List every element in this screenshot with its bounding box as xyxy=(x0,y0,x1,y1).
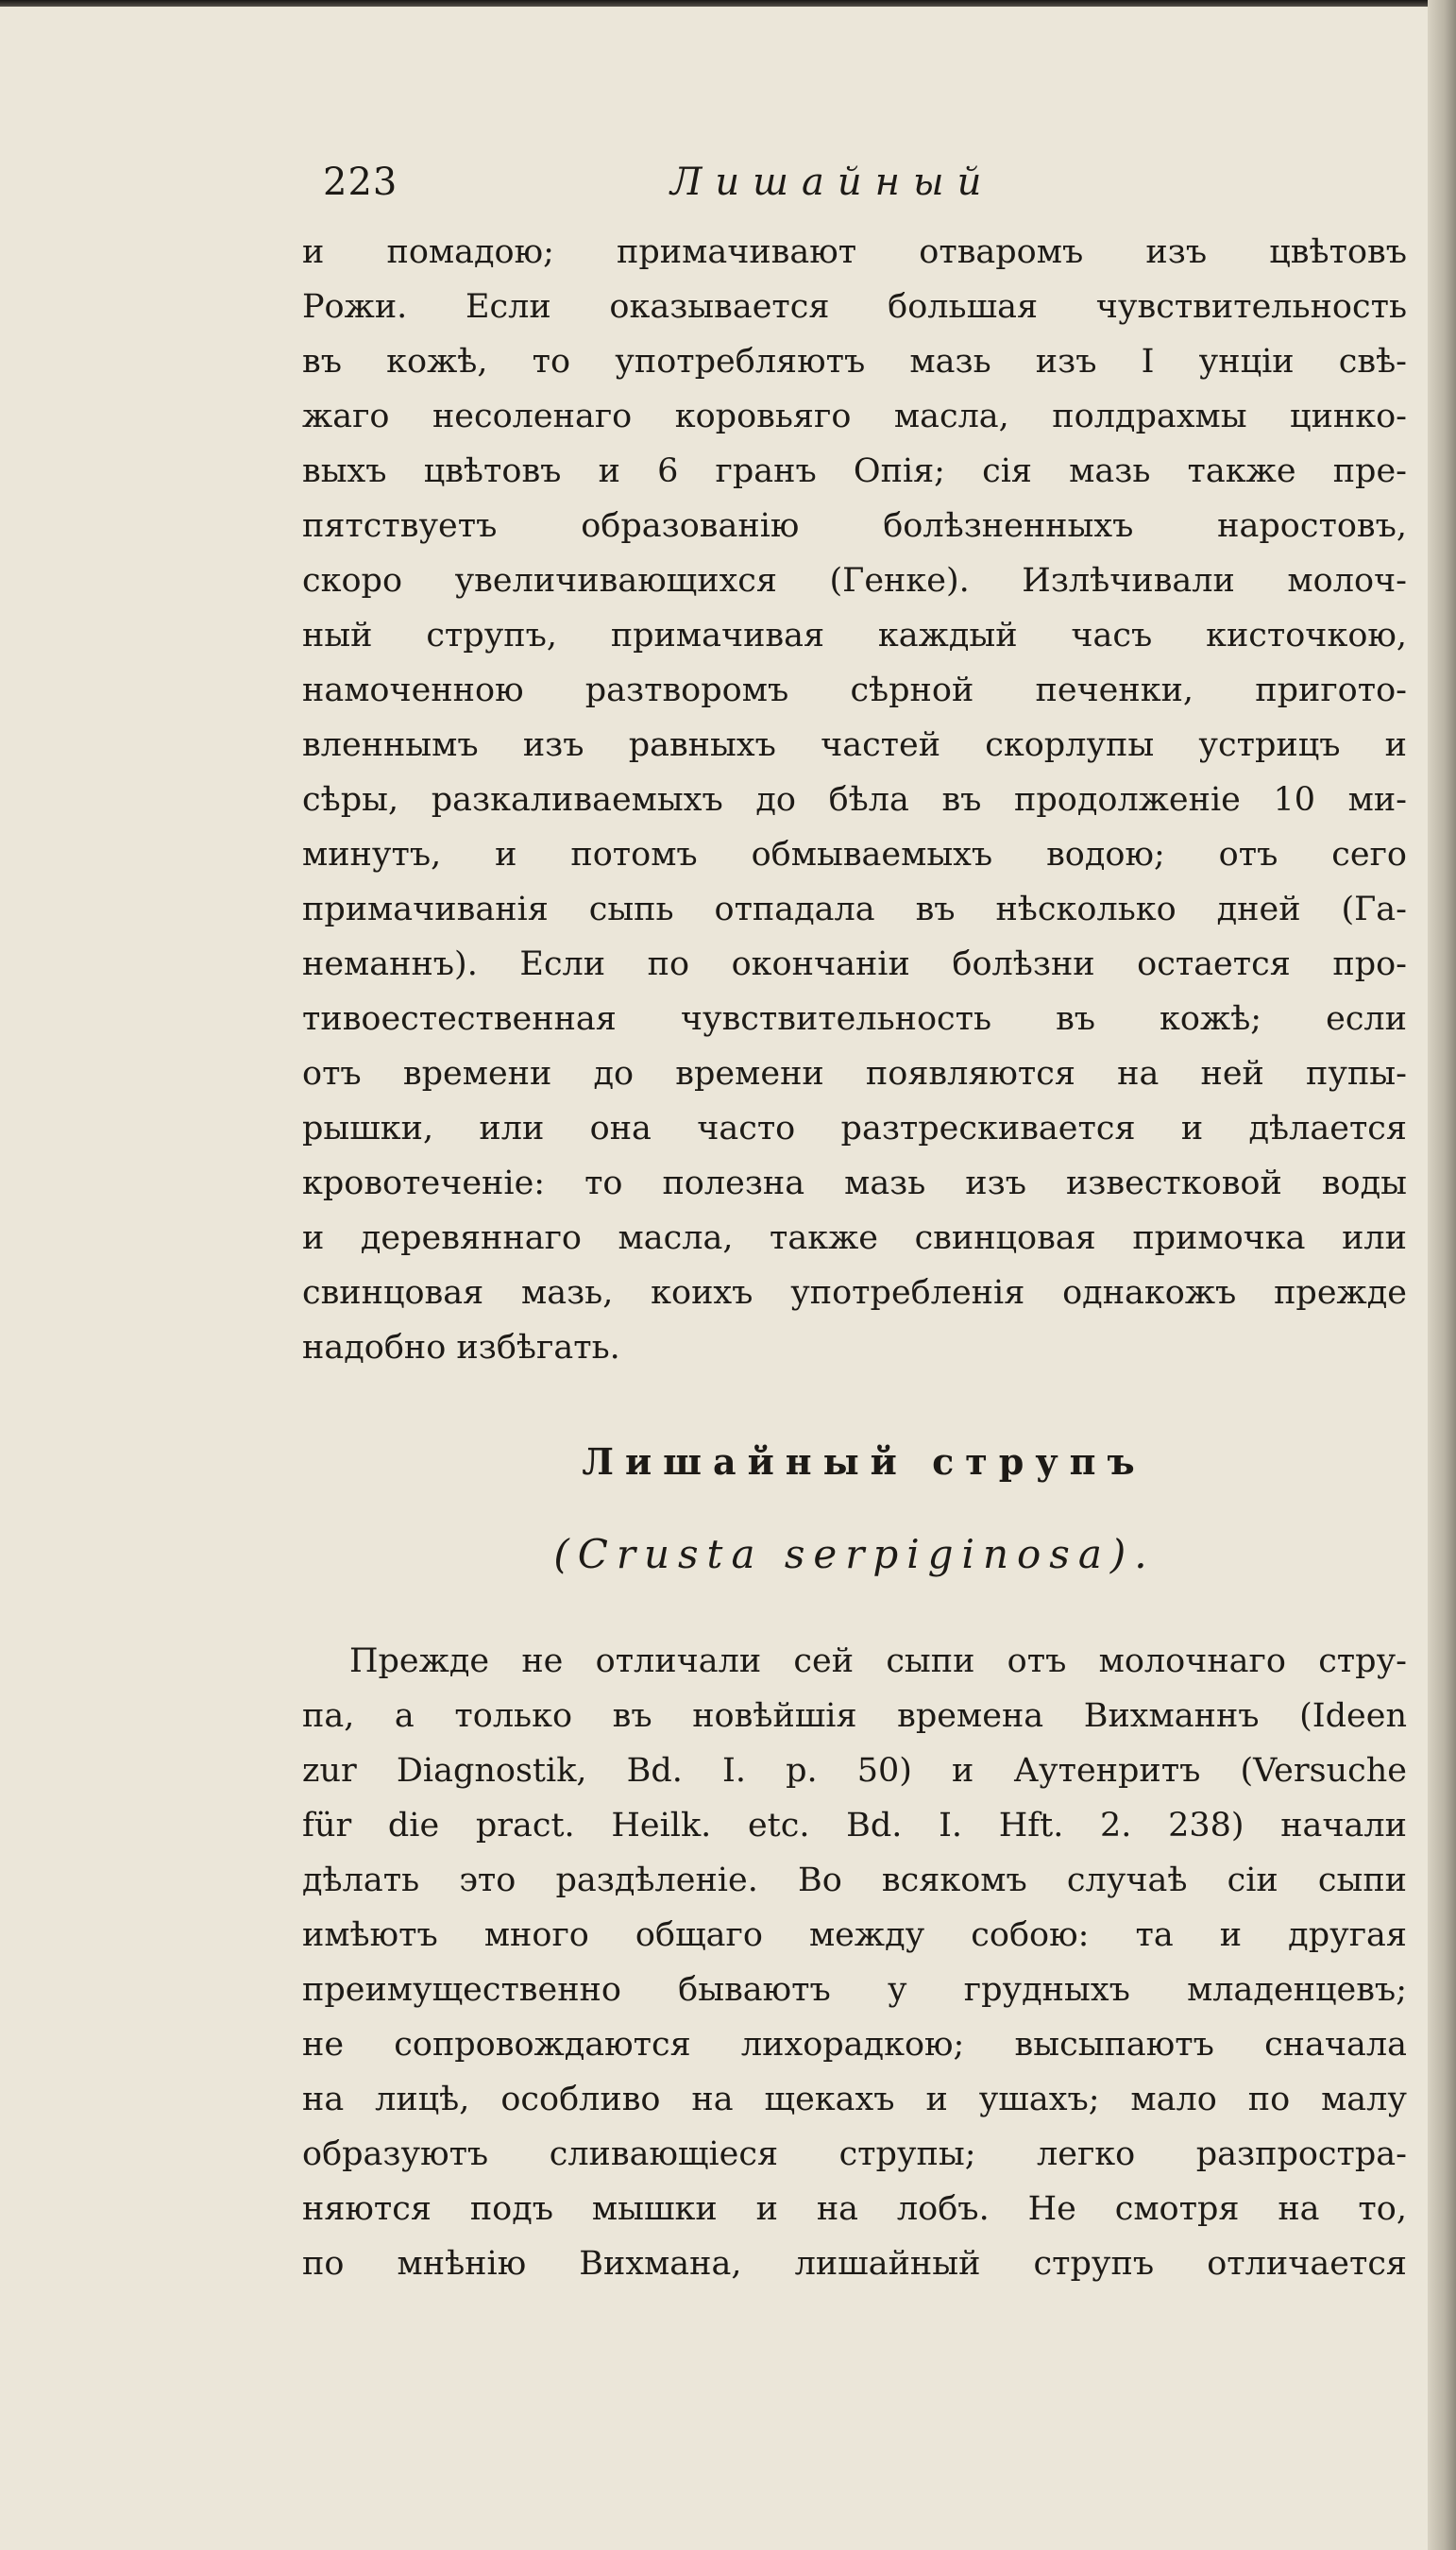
text-line: сѣры, разкаливаемыхъ до бѣла въ продолженіе 10 ми- xyxy=(302,781,1407,819)
text-line: и помадою; примачивают отваромъ изъ цвѣтовъ xyxy=(302,233,1407,271)
running-title: Лишайный xyxy=(670,161,995,204)
paragraph-1 xyxy=(302,225,1407,1375)
text-line: въ кожѣ, то употребляютъ мазь изъ I унціи свѣ- xyxy=(302,343,1407,381)
text-line: преимущественно бываютъ у грудныхъ младенцевъ; xyxy=(302,1971,1407,2009)
text-line: не сопровождаются лихорадкою; высыпаютъ сначала xyxy=(302,2026,1407,2064)
text-line: па, а только въ новѣйшія времена Вихманнъ (Ideen xyxy=(302,1697,1407,1735)
text-line: и деревяннаго масла, также свинцовая примочка или xyxy=(302,1219,1407,1257)
text-line: жаго несоленаго коровьяго масла, полдрахмы цинко- xyxy=(302,398,1407,435)
text-line: рышки, или она часто разтрескивается и дѣлается xyxy=(302,1110,1407,1148)
text-line: дѣлать это раздѣленіе. Во всякомъ случаѣ сіи сыпи xyxy=(302,1862,1407,1899)
text-line: намоченною разтворомъ сѣрной печенки, пригото- xyxy=(302,672,1407,709)
text-line: ный струпъ, примачивая каждый часъ кисточкою, xyxy=(302,617,1407,654)
text-line: образуютъ сливающіеся струпы; легко разпростра- xyxy=(302,2135,1407,2173)
book-page xyxy=(302,161,1407,2291)
text-line: неманнъ). Если по окончаніи болѣзни остается про- xyxy=(302,945,1407,983)
scan-right-edge xyxy=(1428,0,1456,2550)
section-subtitle: (Crusta serpiginosa). xyxy=(553,1531,1156,1577)
text-line: имѣютъ много общаго между собою: та и другая xyxy=(302,1916,1407,1954)
text-line: няются подъ мышки и на лобъ. Не смотря на то, xyxy=(302,2190,1407,2228)
running-head xyxy=(302,161,1407,217)
text-line: скоро увеличивающихся (Генке). Излѣчивали молоч- xyxy=(302,562,1407,600)
text-line: Рожи. Если оказывается большая чувствительность xyxy=(302,288,1407,326)
paragraph-2 xyxy=(302,1634,1407,2291)
text-line: тивоестественная чувствительность въ кожѣ; если xyxy=(302,1000,1407,1038)
text-line: свинцовая мазь, коихъ употребленія однакожъ прежде xyxy=(302,1274,1407,1312)
scan-top-edge xyxy=(0,0,1456,7)
text-line: отъ времени до времени появляются на ней пупы- xyxy=(302,1055,1407,1093)
text-line: für die pract. Heilk. etc. Bd. I. Hft. 2. 238) начали xyxy=(302,1807,1407,1844)
text-line: по мнѣнію Вихмана, лишайный струпъ отличается xyxy=(302,2245,1407,2283)
text-line: кровотеченіе: то полезна мазь изъ известковой воды xyxy=(302,1164,1407,1202)
text-line: пятствуетъ образованію болѣзненныхъ наростовъ, xyxy=(302,507,1407,545)
section-title: Лишайный струпъ xyxy=(582,1440,1146,1483)
text-line: выхъ цвѣтовъ и 6 гранъ Опія; сія мазь также пре- xyxy=(302,452,1407,490)
text-line: примачиванія сыпь отпадала въ нѣсколько дней (Га- xyxy=(302,891,1407,928)
page-number: 223 xyxy=(323,161,398,204)
text-line: надобно избѣгать. xyxy=(302,1329,620,1367)
text-line: минутъ, и потомъ обмываемыхъ водою; отъ сего xyxy=(302,836,1407,874)
text-line: на лицѣ, особливо на щекахъ и ушахъ; мало по малу xyxy=(302,2081,1407,2118)
text-line: zur Diagnostik, Bd. I. p. 50) и Аутенритъ (Versuche xyxy=(302,1752,1407,1790)
text-line: Прежде не отличали сей сыпи отъ молочнаго стру- xyxy=(349,1642,1407,1680)
text-line: вленнымъ изъ равныхъ частей скорлупы устрицъ и xyxy=(302,726,1407,764)
